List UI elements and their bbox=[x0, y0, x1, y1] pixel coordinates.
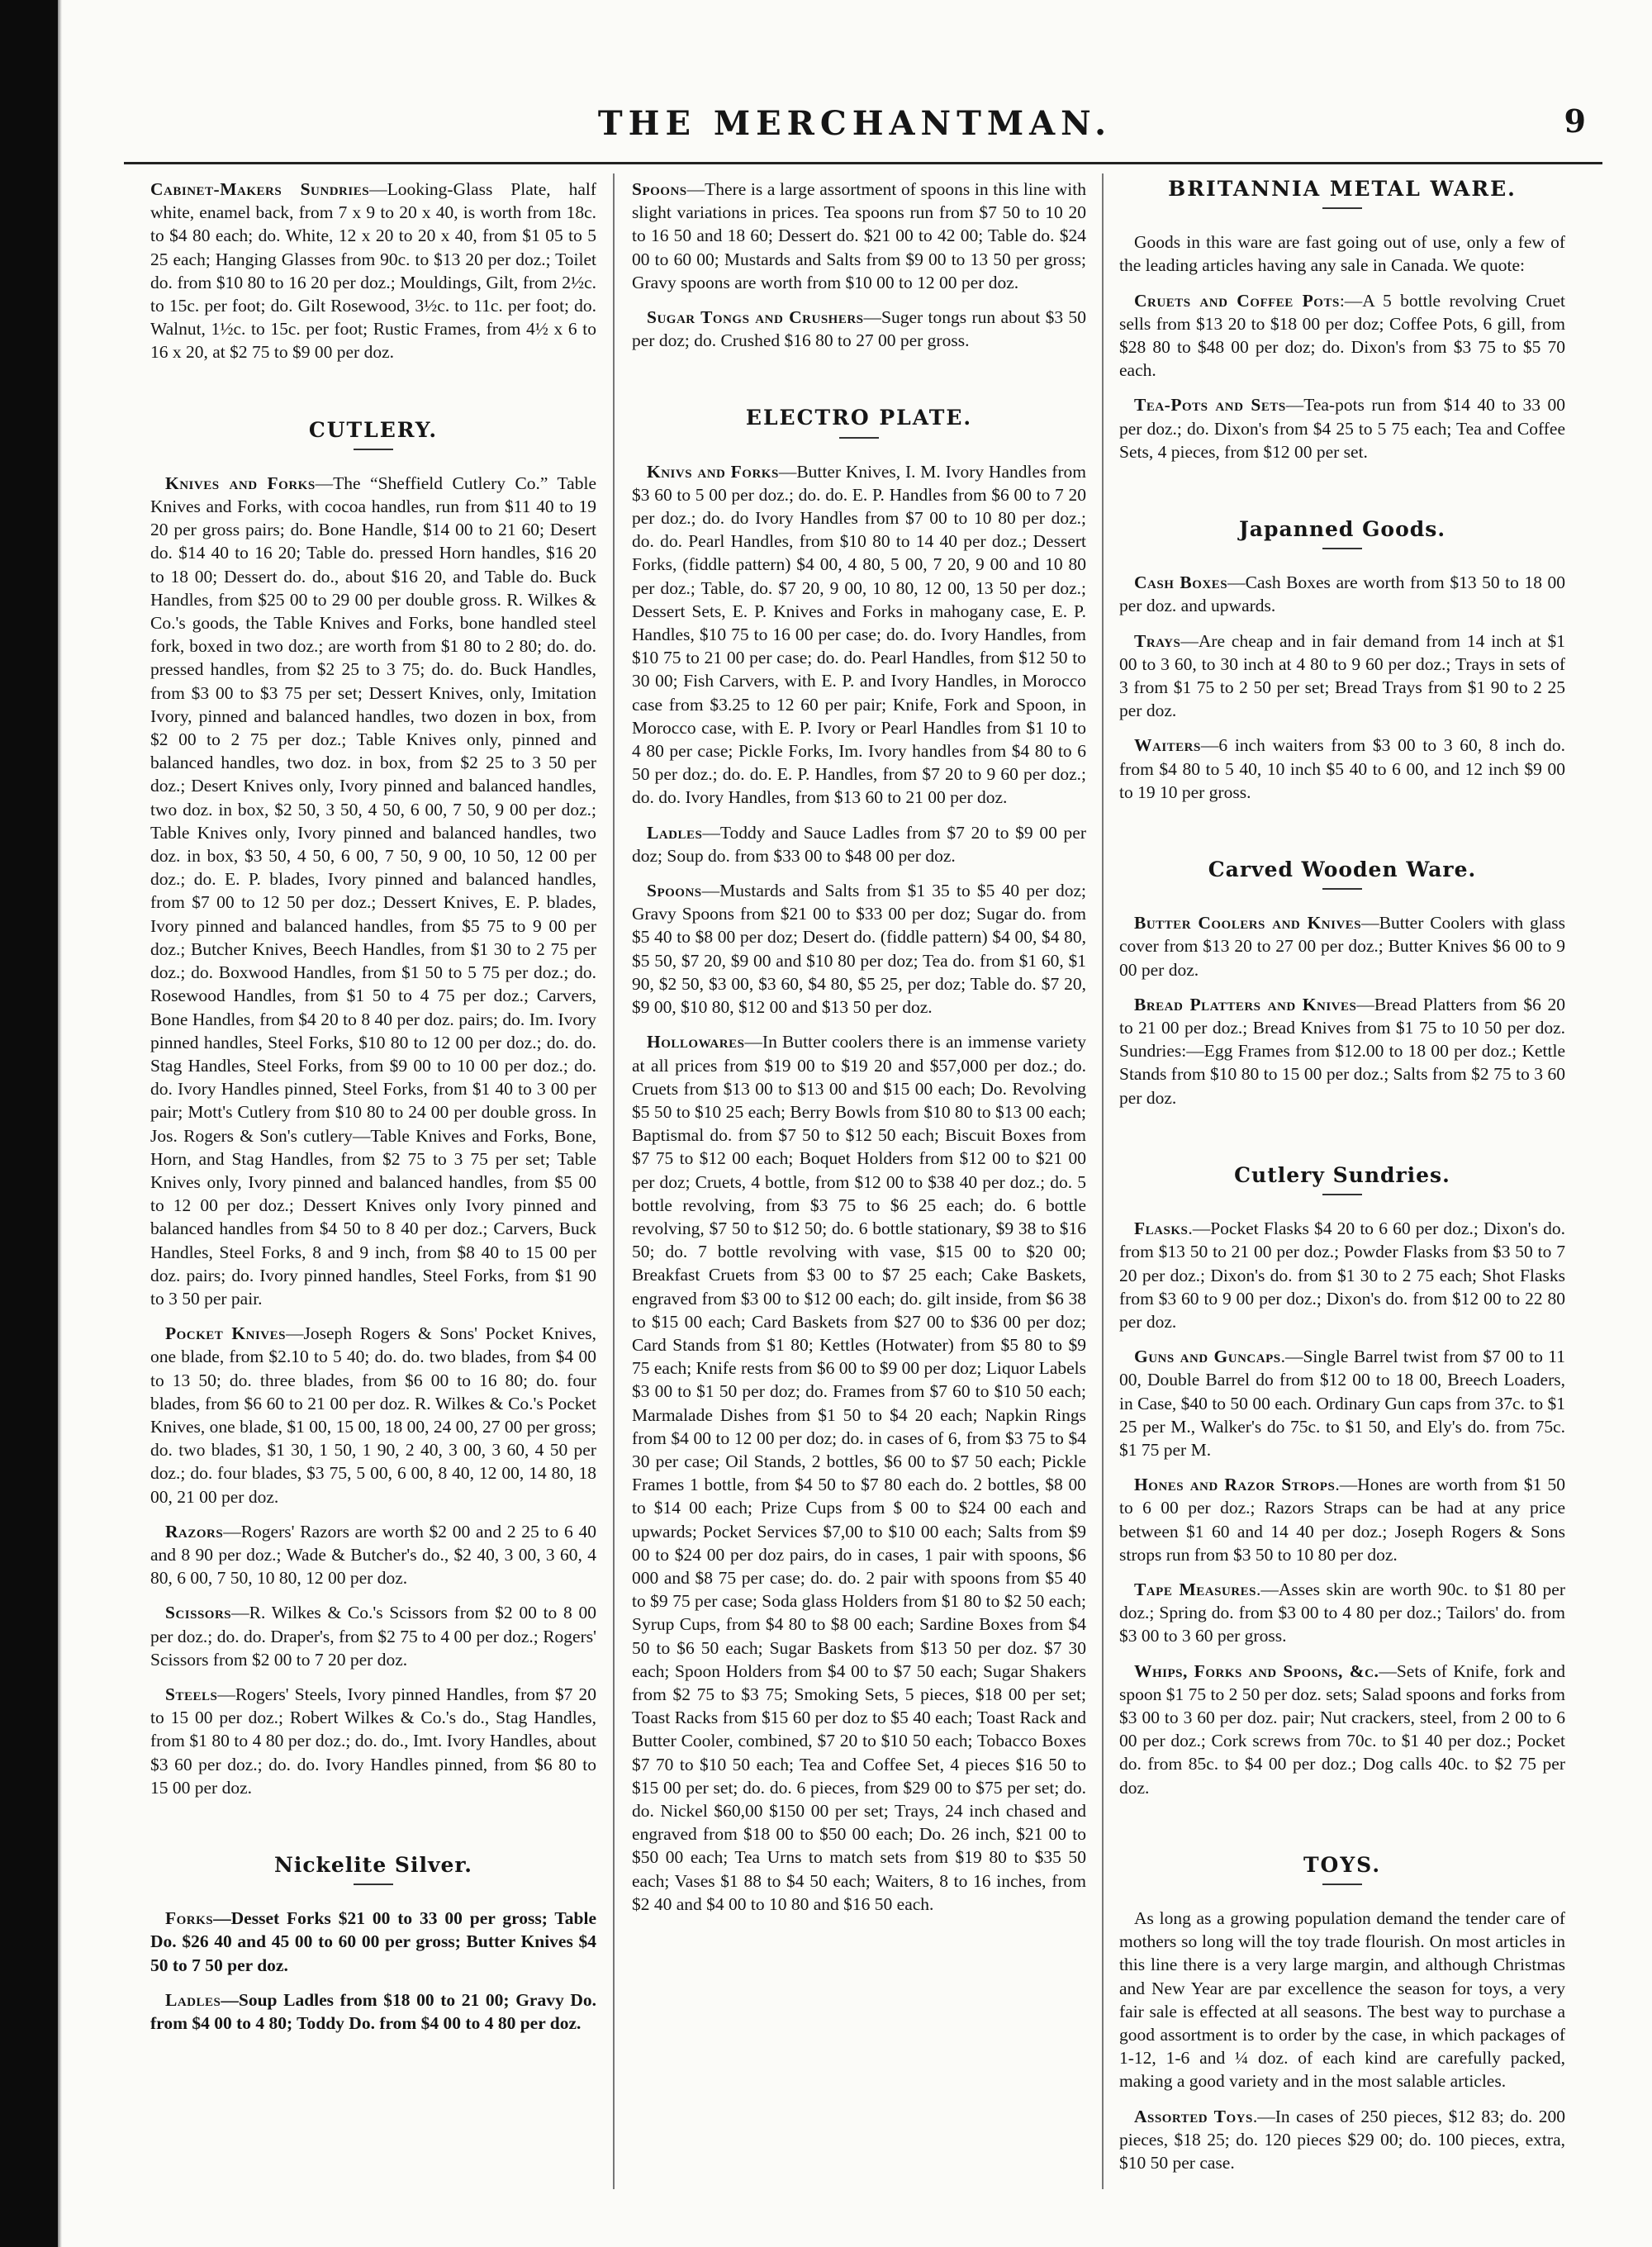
heading-rule bbox=[1322, 888, 1362, 890]
entry-text: —Soup Ladles from $18 00 to 21 00; Gravy Do. from $4 00 to 4 80; Toddy Do. from $4 00 to 4 80 per doz. bbox=[150, 1989, 596, 2034]
column-3 bbox=[1119, 178, 1565, 2202]
article-paragraph bbox=[1119, 393, 1565, 463]
section-heading-nickelite: Nickelite Silver. bbox=[273, 1853, 472, 1877]
section-heading-carved-wooden: Carved Wooden Ware. bbox=[1208, 857, 1477, 882]
entry-text: .—Pocket Flasks $4 20 to 6 60 per doz.; Dixon's do. from $13 50 to 21 00 per doz.; Powder Flasks from $3 50 to 7 20 per doz.; Dixon's do. from $1 30 to 2 75 each; Shot Flasks from $3 60 to 9 00 per doz.; Dixon's do. from $12 00 to 22 80 per doz. bbox=[1119, 1219, 1565, 1332]
publication-title: THE MERCHANTMAN. bbox=[597, 104, 1113, 143]
article-paragraph bbox=[1119, 629, 1565, 723]
article-paragraph bbox=[150, 178, 596, 364]
entry-lead: Butter Coolers and Knives bbox=[1134, 913, 1362, 933]
heading-rule bbox=[1322, 207, 1362, 209]
article-paragraph bbox=[1119, 734, 1565, 804]
entry-lead: Ladles bbox=[165, 1989, 221, 2010]
article-paragraph bbox=[150, 1322, 596, 1508]
article-paragraph bbox=[1119, 1578, 1565, 1648]
section-heading-cutlery-sundries: Cutlery Sundries. bbox=[1234, 1162, 1450, 1187]
article-paragraph bbox=[150, 472, 596, 1310]
article-paragraph bbox=[1119, 1660, 1565, 1799]
column-2 bbox=[632, 178, 1086, 2202]
entry-text: —Desset Forks $21 00 to 33 00 per gross; Table Do. $26 40 and 45 00 to 60 00 per gross; Butter Knives $4 50 to 7 50 per doz. bbox=[150, 1908, 596, 1975]
article-paragraph bbox=[1119, 289, 1565, 382]
entry-lead: Spoons bbox=[647, 881, 702, 901]
article-paragraph bbox=[1119, 1345, 1565, 1461]
entry-lead: Cabinet-Makers Sundries bbox=[150, 179, 370, 199]
entry-lead: Scissors bbox=[165, 1603, 232, 1623]
heading-rule bbox=[1322, 1884, 1362, 1885]
entry-text: —Rogers' Razors are worth $2 00 and 2 25 to 6 40 and 8 90 per doz.; Wade & Butcher's do., $2 40, 3 00, 3 60, 4 80, 6 00, 7 50, 10 80, 12 00 per doz. bbox=[150, 1521, 596, 1589]
article-paragraph bbox=[632, 306, 1086, 352]
article-paragraph bbox=[150, 1988, 596, 2035]
entry-text: —There is a large assortment of spoons in this line with slight variations in prices. Tea spoons run from $7 50 to 10 20 to 16 50 and 18 60; Dessert do. $21 00 to 42 00; Table do. $24 00 to 60 00; Mustards and Salts from $9 00 to 13 50 per gross; Gravy spoons are worth from $10 00 to 12 00 per doz. bbox=[632, 179, 1086, 292]
entry-text: —Toddy and Sauce Ladles from $7 20 to $9 00 per doz; Soup do. from $33 00 to $48 00 per doz. bbox=[632, 822, 1086, 866]
column-1 bbox=[150, 178, 596, 2202]
article-paragraph bbox=[150, 1601, 596, 1671]
heading-rule bbox=[354, 1884, 393, 1885]
entry-lead: Spoons bbox=[632, 179, 687, 199]
heading-rule bbox=[1322, 548, 1362, 549]
article-paragraph bbox=[632, 1030, 1086, 1916]
entry-text: —Looking-Glass Plate, half white, enamel back, from 7 x 9 to 20 x 40, is worth from 18c. to $4 80 each; do. White, 12 x 20 to 20 x 40, from $1 05 to 5 25 each; Hanging Glasses from 90c. to $13 20 per doz.; Toilet do. from $10 80 to 16 20 per doz.; Mouldings, Gilt, from 2½c. to 15c. per foot; do. Gilt Rosewood, 3½c. to 11c. per foot; do. Walnut, 1½c. to 15c. per foot; Rustic Frames, from 4½ x 6 to 16 x 20, at $2 75 to $9 00 per doz. bbox=[150, 179, 596, 363]
entry-text: As long as a growing population demand the tender care of mothers so long will the toy trade flourish. On most articles in this line there is a very large margin, and although Christmas and New Year are par excellence the season for toys, a very fair sale is effected at all seasons. The best way to purchase a good assortment is to order by the case, in which packages of 1-12, 1-6 and ¼ doz. of each kind are carefully packed, making a good variety and in the most salable articles. bbox=[1119, 1907, 1565, 2092]
entry-lead: Cash Boxes bbox=[1134, 572, 1228, 593]
entry-text: —Joseph Rogers & Sons' Pocket Knives, one blade, from $2.10 to 5 40; do. do. two blades, from $4 00 to 13 50; do. three blades, from $6 00 to 16 80; do. four blades, from $6 60 to 21 00 per doz. R. Wilkes & Co.'s Pocket Knives, one blade, $1 00, 15 00, 18 00, 24 00, 27 00 per gross; do. two blades, $1 30, 1 50, 1 90, 2 40, 3 00, 3 60, 4 50 per doz.; do. four blades, $3 75, 5 00, 6 00, 8 40, 12 00, 14 80, 18 00, 21 00 per doz. bbox=[150, 1323, 596, 1507]
entry-text: :—A 5 bottle revolving Cruet sells from $13 20 to $18 00 per doz; Coffee Pots, 6 gill, from $28 80 to $48 00 per doz; do. Dixon's from $3 75 to $5 70 each. bbox=[1119, 290, 1565, 381]
entry-lead: Cruets and Coffee Pots bbox=[1134, 290, 1340, 311]
entry-lead: Guns and Guncaps bbox=[1134, 1347, 1281, 1367]
article-paragraph bbox=[632, 460, 1086, 810]
entry-text: .—In cases of 250 pieces, $12 83; do. 200 pieces, $18 25; do. 120 pieces $29 00; do. 100 pieces, extra, $10 50 per case. bbox=[1119, 2106, 1565, 2173]
entry-lead: Hollowares bbox=[647, 1032, 745, 1052]
article-paragraph bbox=[1119, 911, 1565, 981]
article-paragraph bbox=[632, 821, 1086, 867]
article-paragraph bbox=[150, 1683, 596, 1799]
entry-text: —Tea-pots run from $14 40 to 33 00 per doz.; do. Dixon's from $4 25 to 5 75 each; Tea and Coffee Sets, 4 pieces, from $12 00 per set. bbox=[1119, 395, 1565, 462]
entry-lead: Waiters bbox=[1134, 735, 1201, 756]
entry-text: .—Single Barrel twist from $7 00 to 11 00, Double Barrel do from $12 00 to 18 00, Breech Loaders, in Case, $40 to 50 00 each. Ordinary Gun caps from 37c. to $1 25 per M., Walker's do 75c. to $1 50, and Ely's do. from 75c. $1 75 per M. bbox=[1119, 1347, 1565, 1460]
entry-text: —6 inch waiters from $3 00 to 3 60, 8 inch do. from $4 80 to 5 40, 10 inch $5 40 to 6 00, and 12 inch $9 00 to 19 10 per gross. bbox=[1119, 735, 1565, 802]
entry-text: —R. Wilkes & Co.'s Scissors from $2 00 to 8 00 per doz.; do. do. Draper's, from $2 75 to 4 00 per doz.; Rogers' Scissors from $2 00 to 7 20 per doz. bbox=[150, 1603, 596, 1670]
entry-lead: Tea-Pots and Sets bbox=[1134, 395, 1286, 416]
heading-rule bbox=[1322, 1194, 1362, 1195]
section-heading-electro-plate: ELECTRO PLATE. bbox=[745, 406, 973, 430]
article-paragraph bbox=[1119, 230, 1565, 277]
entry-lead: Steels bbox=[165, 1684, 218, 1704]
entry-text: —Bread Platters from $6 20 to 21 00 per doz.; Bread Knives from $1 75 to 10 50 per doz. Sundries:—Egg Frames from $12.00 to 18 00 per doz.; Kettle Stands from $10 80 to 15 00 per doz.; Salts from $2 75 to 3 60 per doz. bbox=[1119, 994, 1565, 1108]
entry-lead: Assorted Toys bbox=[1134, 2106, 1253, 2126]
entry-text: —Mustards and Salts from $1 35 to $5 40 per doz; Gravy Spoons from $21 00 to $33 00 per doz; Sugar do. from $5 40 to $8 00 per doz; Desert do. (fiddle pattern) $4 00, $4 80, $5 50, $7 20, $9 00 and $10 80 per doz; Tea do. from $1 60, $1 90, $2 50, $3 00, $3 60, $4 80, $5 25, per doz; Table do. $7 20, $9 00, $10 80, $12 00 and $13 50 per doz. bbox=[632, 881, 1086, 1018]
article-paragraph bbox=[1119, 1473, 1565, 1566]
masthead bbox=[107, 97, 1602, 155]
entry-text: .—Hones are worth from $1 50 to 6 00 per doz.; Razors Straps can be had at any price between $1 60 and 14 40 per doz.; Joseph Rogers & Sons strops run from $3 50 to 10 80 per doz. bbox=[1119, 1475, 1565, 1565]
article-paragraph bbox=[1119, 571, 1565, 617]
section-heading-cutlery: CUTLERY. bbox=[308, 417, 439, 442]
entry-text: —Cash Boxes are worth from $13 50 to 18 00 per doz. and upwards. bbox=[1119, 572, 1565, 616]
article-paragraph bbox=[632, 879, 1086, 1019]
section-heading-britannia: BRITANNIA METAL WARE. bbox=[1168, 178, 1517, 201]
article-paragraph bbox=[150, 1520, 596, 1590]
article-paragraph bbox=[1119, 993, 1565, 1109]
entry-text: —Butter Coolers with glass cover from $13 20 to 27 00 per doz.; Butter Knives $6 00 to 9 00 per doz. bbox=[1119, 913, 1565, 980]
article-paragraph bbox=[1119, 2105, 1565, 2175]
section-heading-japanned: Japanned Goods. bbox=[1238, 517, 1446, 542]
entry-lead: Bread Platters and Knives bbox=[1134, 994, 1357, 1014]
entry-text: —Butter Knives, I. M. Ivory Handles from $3 60 to 5 00 per doz.; do. do. E. P. Handles from $6 00 to 7 20 per doz.; do. do Ivory Handles from $7 00 to 10 80 per doz.; do. do. Pearl Handles, from $10 80 to 14 40 per doz.; Dessert Forks, (fiddle pattern) $4 00, 4 80, 5 00, 7 20, 9 00 and 10 80 per doz.; Table, do. $7 20, 9 00, 10 80, 12 00, 13 50 per doz.; Dessert Sets, E. P. Knives and Forks in mahogany case, E. P. Handles, $10 75 to 16 00 per case; do. do. Ivory Handles, from $10 75 to 21 00 per case; do. do. Pearl Handles, from $12 50 to 30 00; Fish Carvers, with E. P. and Ivory Handles, in Morocco case from $3.25 to 12 60 per pair; Knife, Fork and Spoon, in Morocco case, with E. P. Ivory or Pearl Handles from $1 10 to 4 80 per case; Pickle Forks, Im. Ivory handles from $4 80 to 6 50 per doz.; do. do. E. P. Handles, from $7 20 to 9 60 per doz.; do. do. Ivory Handles, from $13 60 to 21 00 per doz. bbox=[632, 461, 1086, 808]
column-divider bbox=[1102, 173, 1104, 2189]
entry-lead: Sugar Tongs and Crushers bbox=[647, 307, 864, 328]
entry-lead: Forks bbox=[165, 1908, 214, 1929]
entry-text: —Sets of Knife, fork and spoon $1 75 to 2 50 per doz. sets; Salad spoons and forks from $3 00 to 3 60 per doz. pair; Nut crackers, steel, from 2 00 to 6 00 per doz.; Cork screws from 70c. to $1 40 per doz.; Pocket do. from 85c. to $4 00 per doz.; Dog calls 40c. to $2 75 per doz. bbox=[1119, 1660, 1565, 1798]
page-number: 9 bbox=[1564, 102, 1586, 140]
column-divider bbox=[613, 173, 615, 2189]
entry-text: —Rogers' Steels, Ivory pinned Handles, from $7 20 to 15 00 per doz.; Robert Wilkes & Co.'s do., Stag Handles, from $1 80 to 4 80 per doz.; do. do., Imt. Ivory Handles, about $3 60 per doz.; do. do. Ivory Handles pinned, from $6 80 to 15 00 per doz. bbox=[150, 1684, 596, 1798]
heading-rule bbox=[354, 449, 393, 450]
header-rule bbox=[124, 162, 1602, 164]
entry-lead: Knivs and Forks bbox=[647, 461, 779, 482]
entry-lead: Trays bbox=[1134, 630, 1181, 651]
entry-lead: Ladles bbox=[647, 822, 703, 843]
entry-text: —In Butter coolers there is an immense variety at all prices from $19 00 to $19 20 and $57,000 per doz.; do. Cruets from $13 00 to $13 00 and $15 00 each; Do. Revolving $5 50 to $10 25 each; Berry Bowls from $10 80 to $13 00 each; Baptismal do. from $7 50 to $12 50 each; Biscuit Boxes from $7 75 to $12 00 each; Boquet Holders from $12 00 to $21 00 per doz; Cruets, 4 bottle, from $12 00 to $38 40 per doz.; do. 5 bottle revolving, from $3 75 to $6 25 each; do. 6 bottle revolving, $7 50 to $12 50; do. 6 bottle stationary, $9 38 to $16 50; do. 7 bottle revolving with vase, $15 00 to $20 00; Breakfast Cruets from $3 00 to $7 25 each; Cake Baskets, engraved from $3 00 to $12 00 each; do. gilt inside, from $6 38 to $15 00 each; Card Baskets from $27 00 to $36 00 per doz; Card Stands from $1 80; Kettles (Hotwater) from $5 80 to $9 75 each; Knife rests from $6 00 to $9 00 per doz; Liquor Labels $3 00 to $1 50 per doz; do. Frames from $7 60 to $10 50 each; Marmalade Dishes from $1 50 to $4 20 each; Napkin Rings from $4 00 to 12 00 per doz; do. in cases of 6, from $3 75 to $4 30 per case; Oil Stands, 2 bottles, $6 00 to $7 50 each; Pickle Frames 1 bottle, from $4 50 to $7 80 each do. 2 bottles, $8 00 to $14 00 each; Prize Cups from $ 00 to $24 00 each and upwards; Pocket Services $7,00 to $10 00 each; Salts from $9 00 to $24 00 per doz pairs, do in cases, 1 pair with spoons, $6 000 and $8 75 per case; do. do. 2 pair with spoons from $5 40 to $9 75 per case; Soda glass Holders from $1 80 to $2 50 each; Syrup Cups, from $4 80 to $8 00 each; Sardine Boxes from $4 50 to $6 50 each; Sugar Baskets from $13 50 per doz. $7 30 each; Spoon Holders from $4 00 to $7 50 each; Sugar Shakers from $2 75 to $3 75; Smoking Sets, 5 pieces, $18 00 per set; Toast Racks from $15 60 per doz to $5 40 each; Toast Rack and Butter Cooler, combined, $7 20 to $10 50 each; Tobacco Boxes $7 70 to $10 50 each; Tea and Coffee Set, 4 pieces $16 50 to $15 00 per set; do. do. 6 pieces, from $29 00 to $75 per set; do. do. Nickel $60,00 $150 00 per set; Trays, 24 inch chased and engraved from $18 00 to $50 00 each; Do. 26 inch, $21 00 to $50 00 each; Tea Urns to match sets from $19 80 to $35 50 each; Vases $1 88 to $4 50 each; Waiters, 8 to 16 inches, from $2 40 and $4 00 to 10 80 and $16 50 each. bbox=[632, 1032, 1086, 1914]
entry-text: —Are cheap and in fair demand from 14 inch at $1 00 to 3 60, to 30 inch at 4 80 to 9 60 per doz.; Trays in sets of 3 from $1 75 to 2 50 per set; Bread Trays from $1 90 to 2 25 per doz. bbox=[1119, 630, 1565, 721]
article-paragraph bbox=[150, 1907, 596, 1977]
entry-text: Goods in this ware are fast going out of use, only a few of the leading articles having any sale in Canada. We quote: bbox=[1119, 232, 1565, 276]
entry-text: .—Asses skin are worth 90c. to $1 80 per doz.; Spring do. from $3 00 to 4 80 per doz.; Tailors' do. from $3 00 to 3 60 per gross. bbox=[1119, 1579, 1565, 1646]
entry-lead: Flasks bbox=[1134, 1219, 1189, 1239]
heading-rule bbox=[839, 437, 879, 439]
entry-lead: Knives and Forks bbox=[165, 473, 316, 493]
newspaper-page bbox=[58, 0, 1652, 2247]
entry-lead: Razors bbox=[165, 1521, 224, 1542]
entry-lead: Hones and Razor Strops bbox=[1134, 1475, 1336, 1495]
entry-lead: Pocket Knives bbox=[165, 1323, 286, 1344]
section-heading-toys: TOYS. bbox=[1303, 1852, 1382, 1877]
entry-lead: Tape Measures bbox=[1134, 1579, 1256, 1599]
entry-text: —The “Sheffield Cutlery Co.” Table Knives and Forks, with cocoa handles, run from $11 40 to 19 20 per gross pairs; do. Bone Handle, $14 00 to 21 60; Desert do. $14 40 to 16 20; Table do. pressed Horn handles, $16 20 to 18 00; Dessert do. do., about $16 20, and Table do. Buck Handles, from $25 00 to 29 00 per double gross. R. Wilkes & Co.'s goods, the Table Knives and Forks, bone handled steel fork, boxed in two doz.; are worth from $1 80 to 2 80; do. do. pressed handles, from $2 25 to 3 75; do. do. Buck Handles, from $3 00 to $3 75 per set; Dessert Knives, only, Imitation Ivory, pinned and balanced handles, two dozen in box, from $2 00 to 2 75 per doz.; Table Knives only, pinned and balanced handles, two doz. in box, from $2 25 to 3 50 per doz.; Desert Knives only, Ivory pinned and balanced handles, two doz. in box, $2 50, 3 50, 4 50, 6 00, 7 50, 9 00 per doz.; Table Knives only, Ivory pinned and balanced handles, two doz. in box, $3 50, 4 50, 6 00, 7 50, 9 00, 10 50, 12 00 per doz.; do. E. P. blades, Ivory pinned and balanced handles, from $7 00 to 12 50 per doz.; Dessert Knives, E. P. blades, Ivory pinned and balanced handles, from $5 75 to 9 00 per doz.; Butcher Knives, Beech Handles, from $1 30 to 2 75 per doz.; do. Boxwood Handles, from $1 50 to 5 75 per doz.; do. Rosewood Handles, from $1 50 to 4 75 per doz.; Carvers, Bone Handles, from $4 20 to 8 40 per doz. pairs; do. Im. Ivory pinned handles, Steel Forks, $10 80 to 12 00 per doz.; do. do. Stag Handles, Steel Forks, from $9 00 to 10 00 per doz.; do. do. Ivory Handles pinned, Steel Forks, from $1 40 to 3 00 per pair; Mott's Cutlery from $10 80 to 24 00 per double gross. In Jos. Rogers & Son's cutlery—Table Knives and Forks, Bone, Horn, and Stag Handles, from $2 75 to 3 75 per set; Table Knives only, Ivory pinned and balanced handles, from $5 00 to 12 00 per doz.; Dessert Knives only Ivory pinned and balanced handles from $4 50 to 8 40 per doz.; Carvers, Buck Handles, Steel Forks, 8 and 9 inch, from $8 40 to 15 00 per doz. pairs; do. Ivory pinned handles, Steel Forks, from $1 90 to 3 50 per pair. bbox=[150, 473, 596, 1309]
entry-text: —Suger tongs run about $3 50 per doz; do. Crushed $16 80 to 27 00 per gross. bbox=[632, 307, 1086, 351]
article-paragraph bbox=[1119, 1907, 1565, 2093]
article-paragraph bbox=[1119, 1217, 1565, 1333]
article-paragraph bbox=[632, 178, 1086, 294]
entry-lead: Whips, Forks and Spoons, &c. bbox=[1134, 1660, 1379, 1681]
